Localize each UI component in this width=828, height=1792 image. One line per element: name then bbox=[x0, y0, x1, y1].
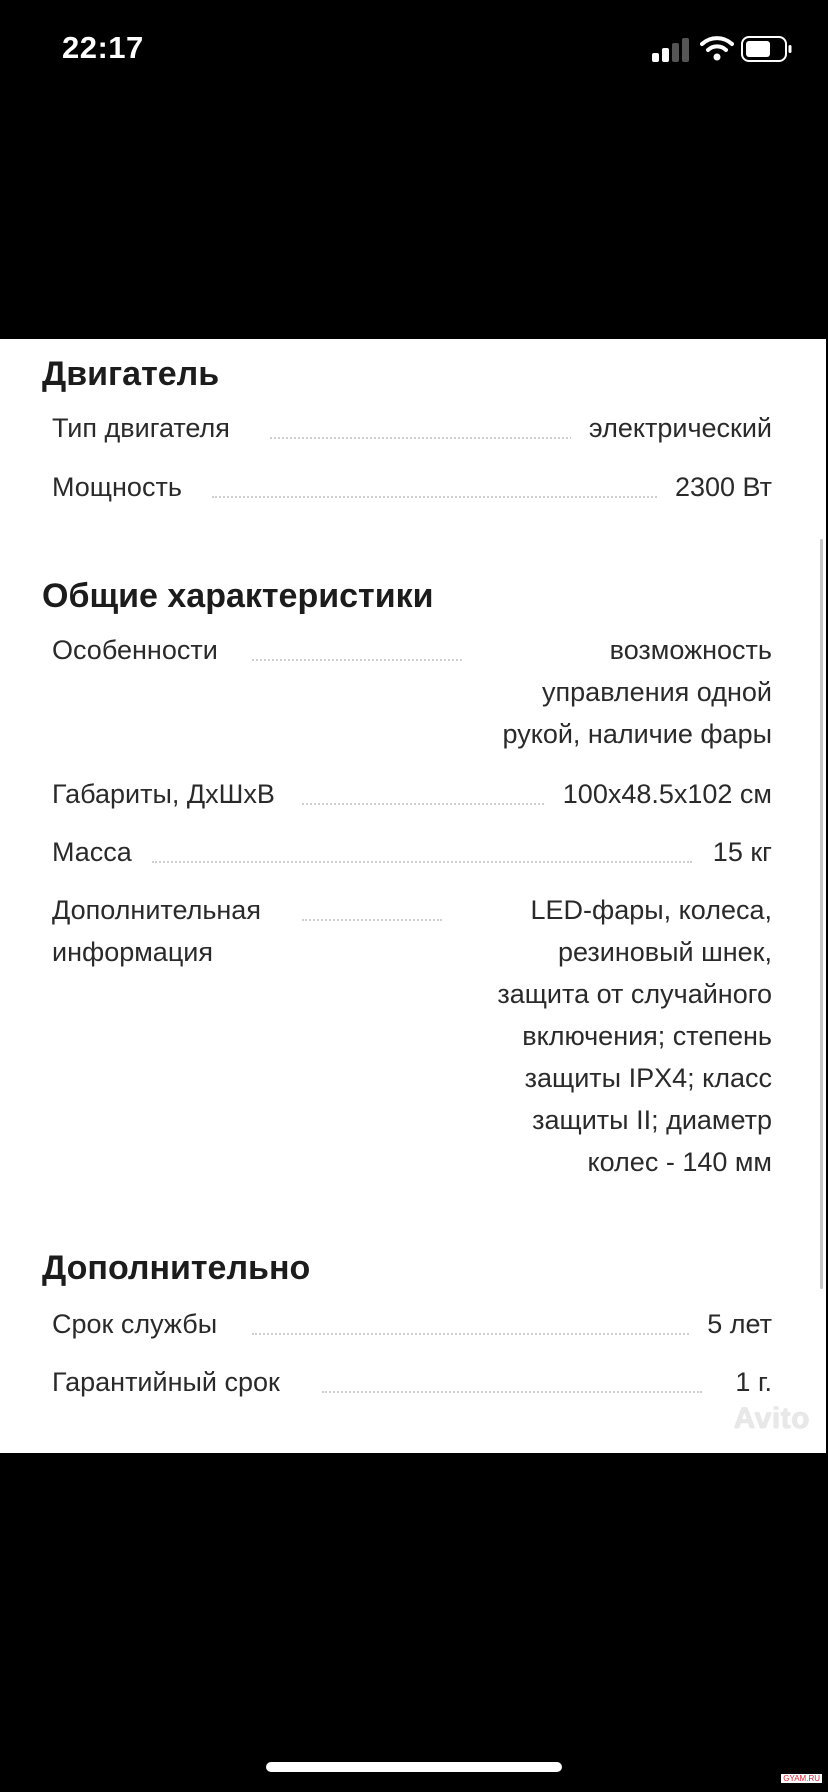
spec-row bbox=[52, 1303, 772, 1345]
dotted-leader bbox=[322, 1391, 702, 1393]
cellular-signal-icon bbox=[652, 38, 692, 62]
specs-panel[interactable] bbox=[0, 339, 826, 1453]
spec-value: 5 лет bbox=[689, 1303, 772, 1345]
status-time: 22:17 bbox=[62, 30, 144, 65]
spec-label: Габариты, ДхШхВ bbox=[52, 773, 293, 815]
section-title: Общие характеристики bbox=[42, 577, 434, 615]
spec-row bbox=[52, 773, 772, 815]
dotted-leader bbox=[302, 919, 442, 921]
wifi-icon bbox=[700, 34, 734, 62]
spec-row bbox=[52, 831, 772, 873]
dotted-leader bbox=[270, 437, 600, 439]
spec-value: 1 г. bbox=[717, 1361, 772, 1403]
scroll-indicator[interactable] bbox=[820, 539, 823, 1289]
battery-icon bbox=[741, 36, 793, 62]
spec-value: 15 кг bbox=[695, 831, 772, 873]
spec-row bbox=[52, 466, 772, 508]
spec-row bbox=[52, 1361, 772, 1403]
spec-label: Гарантийный срок bbox=[52, 1361, 298, 1403]
avito-watermark: Avito bbox=[733, 1402, 810, 1435]
section-title: Дополнительно bbox=[42, 1249, 311, 1287]
spec-value: 2300 Вт bbox=[657, 466, 772, 508]
spec-label: Мощность bbox=[52, 466, 200, 508]
spec-label: Срок службы bbox=[52, 1303, 235, 1345]
dotted-leader bbox=[252, 1333, 692, 1335]
dotted-leader bbox=[152, 861, 692, 863]
spec-label: Масса bbox=[52, 831, 150, 873]
spec-row bbox=[52, 407, 772, 449]
spec-value: возможность управления одной рукой, наличие фары bbox=[484, 629, 772, 755]
spec-row bbox=[52, 889, 772, 1189]
spec-label: Дополнительная информация bbox=[52, 889, 279, 973]
spec-value: 100x48.5x102 см bbox=[545, 773, 772, 815]
spec-label: Тип двигателя bbox=[52, 407, 248, 449]
spec-row bbox=[52, 629, 772, 759]
dotted-leader bbox=[302, 803, 552, 805]
spec-value: электрический bbox=[571, 407, 772, 449]
home-indicator[interactable] bbox=[266, 1762, 562, 1772]
section-title: Двигатель bbox=[42, 355, 220, 393]
spec-value: LED-фары, колеса, резиновый шнек, защита от случайного включения; степень защиты IPX4; класс защиты II; диаметр колес - 140 мм bbox=[479, 889, 772, 1183]
spec-label: Особенности bbox=[52, 629, 236, 671]
dotted-leader bbox=[212, 496, 672, 498]
corner-watermark: GYAM.RU bbox=[783, 1774, 820, 1783]
status-bar bbox=[0, 0, 828, 100]
dotted-leader bbox=[252, 659, 462, 661]
